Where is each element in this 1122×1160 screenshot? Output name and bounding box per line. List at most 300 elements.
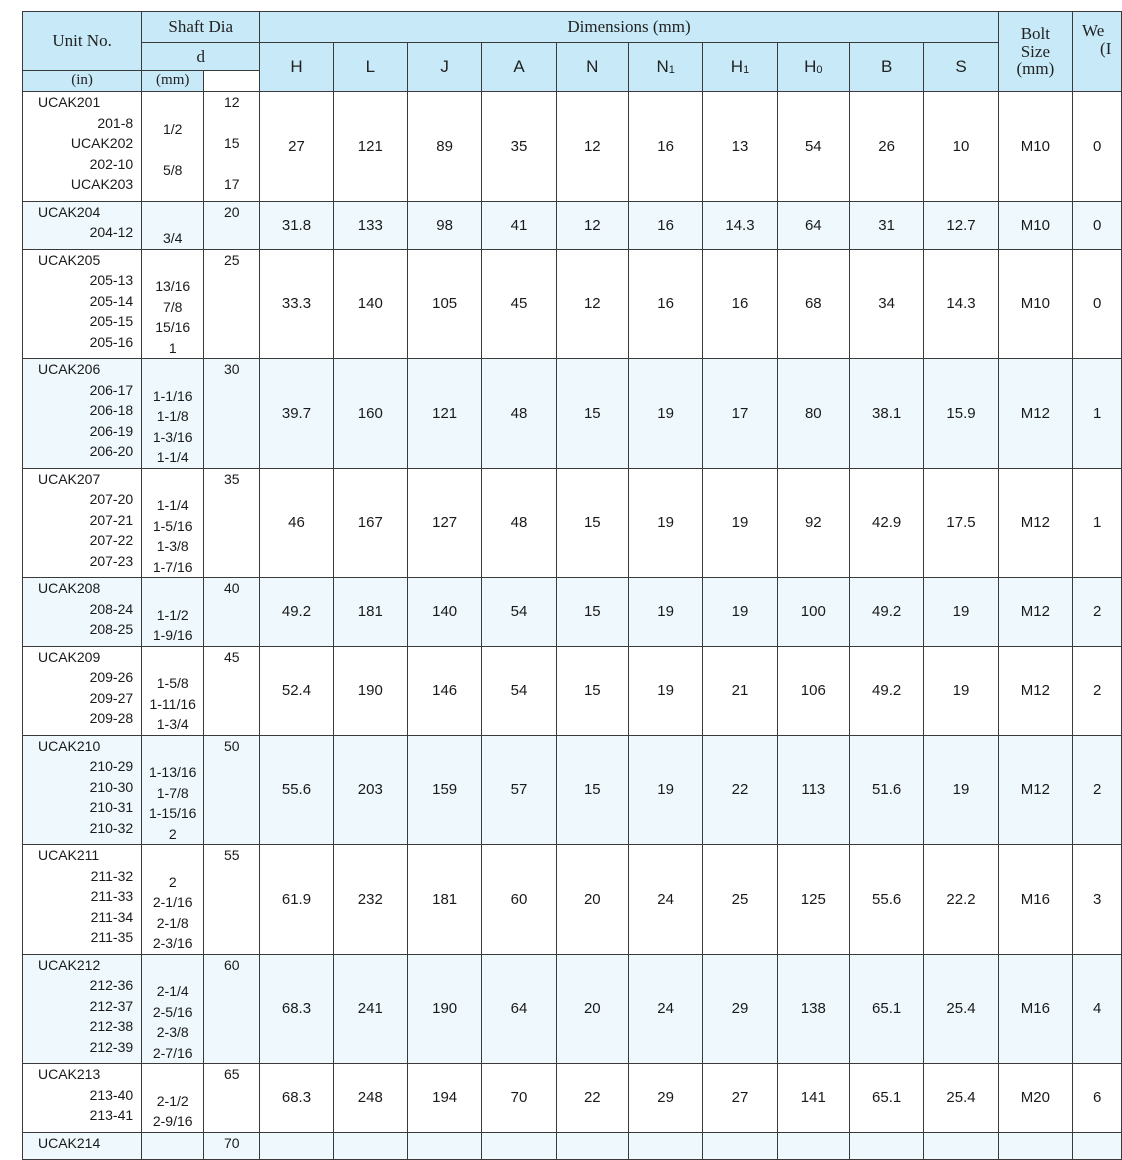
table-row [23, 735, 1122, 845]
cell-bolt: M16 [998, 845, 1072, 955]
cell-J: 121 [407, 359, 481, 469]
inch-line: 1-13/16 [148, 764, 197, 780]
cell-H [260, 1132, 333, 1160]
mm-line [204, 400, 259, 421]
mm-cell [204, 845, 260, 955]
units-line: UCAK202 [70, 135, 134, 151]
inch-line: 1-3/4 [156, 716, 189, 732]
mm-line [204, 599, 259, 620]
unit-no-cell [23, 1132, 142, 1160]
cell-B [849, 1132, 923, 1160]
cell-H: 39.7 [260, 359, 333, 469]
units-line: UCAK207 [38, 470, 101, 487]
cell-S: 19 [924, 735, 998, 845]
mm-line [204, 421, 259, 442]
cell-N [556, 1132, 628, 1160]
units-line: UCAK204 [38, 203, 101, 220]
mm-line [204, 777, 259, 798]
mm-cell [204, 1132, 260, 1160]
cell-H0: 138 [777, 954, 849, 1064]
cell-H1: 19 [703, 578, 777, 647]
shaft-dia-header: Shaft Dia [142, 12, 260, 43]
cell-J: 89 [407, 92, 481, 202]
table-body [23, 92, 1122, 1160]
cell-J: 105 [407, 249, 481, 359]
col-S-header: S [924, 43, 998, 92]
cell-A: 60 [482, 845, 556, 955]
inch-cell [142, 954, 204, 1064]
cell-H: 55.6 [260, 735, 333, 845]
mm-line: 45 [224, 648, 240, 665]
cell-A: 48 [482, 468, 556, 578]
inch-line: 13/16 [155, 278, 191, 294]
inch-line: 7/8 [162, 298, 183, 315]
inch-line: 1-15/16 [148, 805, 197, 821]
unit-no-cell [23, 1064, 142, 1133]
units-line: 211-32 [90, 867, 134, 884]
cell-N1: 29 [628, 1064, 702, 1133]
mm-cell [204, 359, 260, 469]
inch-cell [142, 578, 204, 647]
mm-cell [204, 249, 260, 359]
inch-line: 1-1/2 [156, 606, 189, 623]
cell-H1: 22 [703, 735, 777, 845]
mm-line: 70 [224, 1134, 240, 1151]
cell-N: 12 [556, 92, 628, 202]
table-row [23, 954, 1122, 1064]
col-H-header: H [260, 43, 333, 92]
units-line: 207-20 [89, 491, 134, 507]
mm-cell [204, 1064, 260, 1133]
units-line: 207-22 [89, 532, 134, 548]
units-line: UCAK214 [38, 1134, 101, 1151]
mm-line: 60 [224, 956, 240, 973]
mm-line: 40 [224, 580, 240, 596]
cell-bolt: M12 [998, 468, 1072, 578]
mm-line: 30 [224, 361, 240, 377]
cell-bolt: M16 [998, 954, 1072, 1064]
cell-N1: 16 [628, 249, 702, 359]
col-H1-header: $H_1$ [703, 43, 777, 92]
cell-H0: 106 [777, 646, 849, 735]
cell-N: 15 [556, 468, 628, 578]
mm-line [204, 927, 259, 948]
mm-line: 15 [224, 135, 240, 151]
cell-B: 31 [849, 201, 923, 249]
unit-no-cell [23, 249, 142, 359]
cell-weight: 6 [1073, 1064, 1122, 1133]
cell-N: 12 [556, 201, 628, 249]
cell-bolt: M12 [998, 578, 1072, 647]
units-line: UCAK209 [38, 648, 101, 665]
cell-L: 181 [333, 578, 407, 647]
table-row [23, 249, 1122, 359]
mm-line [204, 113, 259, 134]
cell-H1: 19 [703, 468, 777, 578]
unit-no-cell [23, 359, 142, 469]
cell-J: 181 [407, 845, 481, 955]
inch-line: 2-5/16 [152, 1003, 193, 1020]
bolt-size-line1: Bolt [1020, 23, 1050, 43]
mm-cell [204, 468, 260, 578]
cell-L: 232 [333, 845, 407, 955]
cell-B: 42.9 [849, 468, 923, 578]
inch-line [142, 139, 203, 160]
inch-line: 1-1/8 [156, 408, 189, 424]
cell-weight: 1 [1073, 359, 1122, 469]
inch-line [142, 256, 203, 277]
inch-line [142, 584, 203, 605]
cell-H1: 16 [703, 249, 777, 359]
col-H0-header: $H_0$ [777, 43, 849, 92]
bolt-size-line2: Size [1020, 41, 1050, 61]
unit-no-cell [23, 735, 142, 845]
inch-line: 2-1/16 [152, 894, 193, 910]
units-line: 208-25 [89, 621, 134, 637]
inch-line: 5/8 [162, 161, 183, 178]
unit-no-cell [23, 954, 142, 1064]
units-line: 206-20 [89, 443, 134, 459]
mm-line: 12 [224, 94, 240, 110]
units-line: 210-30 [89, 778, 134, 795]
cell-B: 65.1 [849, 1064, 923, 1133]
cell-N: 15 [556, 578, 628, 647]
inch-line: 15/16 [155, 319, 191, 335]
units-line: 206-18 [89, 402, 134, 418]
mm-line [204, 510, 259, 531]
cell-B: 49.2 [849, 578, 923, 647]
inch-line [142, 98, 203, 119]
mm-line [204, 667, 259, 688]
mm-cell [204, 92, 260, 202]
cell-N: 12 [556, 249, 628, 359]
cell-S: 19 [924, 646, 998, 735]
cell-N1: 16 [628, 92, 702, 202]
cell-A: 70 [482, 1064, 556, 1133]
units-line: 207-23 [89, 552, 134, 569]
cell-L: 140 [333, 249, 407, 359]
units-line: 211-33 [90, 888, 134, 904]
units-line: 212-36 [89, 977, 134, 993]
inch-line: 1-7/16 [152, 558, 193, 575]
cell-B: 34 [849, 249, 923, 359]
inch-line [142, 208, 203, 229]
inch-line: 1 [168, 339, 177, 356]
cell-weight [1073, 1132, 1122, 1160]
inch-line [142, 742, 203, 763]
mm-line [204, 489, 259, 510]
mm-line [204, 551, 259, 572]
units-line: UCAK206 [38, 361, 101, 377]
cell-A: 45 [482, 249, 556, 359]
inch-line: 1-1/4 [156, 497, 189, 513]
cell-weight: 3 [1073, 845, 1122, 955]
cell-N: 20 [556, 845, 628, 955]
cell-N1: 19 [628, 468, 702, 578]
cell-A [482, 1132, 556, 1160]
unit-no-header: Unit No. [23, 12, 142, 71]
cell-B: 38.1 [849, 359, 923, 469]
weight-header [1073, 12, 1122, 92]
units-line: 205-15 [89, 313, 134, 329]
cell-bolt: M10 [998, 249, 1072, 359]
inch-cell [142, 1064, 204, 1133]
cell-J: 194 [407, 1064, 481, 1133]
mm-line [204, 1016, 259, 1037]
col-N-header: N [556, 43, 628, 92]
cell-N: 20 [556, 954, 628, 1064]
inch-line: 2-7/16 [152, 1044, 193, 1061]
cell-S: 12.7 [924, 201, 998, 249]
mm-line [204, 866, 259, 887]
inch-line [142, 475, 203, 496]
inch-cell [142, 646, 204, 735]
cell-N1: 19 [628, 359, 702, 469]
mm-line [204, 975, 259, 996]
inch-line [142, 653, 203, 674]
inch-cell [142, 468, 204, 578]
units-line: UCAK210 [38, 737, 101, 754]
inch-line: 2-9/16 [152, 1113, 193, 1129]
table-row [23, 359, 1122, 469]
table-row [23, 92, 1122, 202]
units-line: UCAK208 [38, 580, 101, 596]
cell-H0: 64 [777, 201, 849, 249]
inch-line [142, 180, 203, 201]
mm-cell [204, 201, 260, 249]
cell-N1: 19 [628, 578, 702, 647]
cell-H0: 92 [777, 468, 849, 578]
cell-bolt [998, 1132, 1072, 1160]
cell-H: 68.3 [260, 954, 333, 1064]
cell-J [407, 1132, 481, 1160]
weight-header-line2: (I [1100, 38, 1112, 58]
mm-line [204, 756, 259, 777]
units-line: 211-35 [90, 929, 134, 945]
units-line: 204-12 [89, 224, 134, 240]
inch-line: 2 [168, 825, 177, 842]
units-line: 211-34 [90, 908, 134, 925]
inch-line [142, 1139, 203, 1160]
cell-J: 98 [407, 201, 481, 249]
cell-N: 15 [556, 359, 628, 469]
unit-no-cell [23, 845, 142, 955]
col-N1-header: $N_1$ [628, 43, 702, 92]
mm-line [204, 222, 259, 243]
cell-L: 121 [333, 92, 407, 202]
inch-line: 2-1/4 [156, 983, 189, 999]
cell-bolt: M10 [998, 92, 1072, 202]
inch-line: 2 [168, 873, 177, 890]
mm-line [204, 530, 259, 551]
mm-cell [204, 646, 260, 735]
cell-H: 33.3 [260, 249, 333, 359]
cell-L: 241 [333, 954, 407, 1064]
mm-header: (mm) [142, 71, 204, 92]
cell-weight: 4 [1073, 954, 1122, 1064]
inch-cell [142, 845, 204, 955]
cell-A: 64 [482, 954, 556, 1064]
mm-line [204, 797, 259, 818]
inch-line [142, 1070, 203, 1091]
mm-line: 20 [224, 203, 240, 220]
units-line: UCAK201 [38, 94, 101, 110]
d-header: d [142, 43, 260, 71]
inch-cell [142, 359, 204, 469]
inch-cell [142, 735, 204, 845]
inch-line: 1-3/16 [152, 428, 193, 445]
mm-line [204, 1037, 259, 1058]
inch-line: 2-1/2 [156, 1092, 189, 1109]
cell-H0: 80 [777, 359, 849, 469]
cell-S: 22.2 [924, 845, 998, 955]
inch-cell [142, 201, 204, 249]
cell-N1 [628, 1132, 702, 1160]
cell-H: 52.4 [260, 646, 333, 735]
units-line: 213-40 [89, 1086, 134, 1103]
inch-line: 1/2 [162, 120, 183, 137]
cell-L: 190 [333, 646, 407, 735]
cell-L: 160 [333, 359, 407, 469]
cell-H: 27 [260, 92, 333, 202]
col-J-header: J [407, 43, 481, 92]
inch-line: 2-3/16 [152, 935, 193, 951]
unit-no-cell [23, 468, 142, 578]
cell-N1: 24 [628, 954, 702, 1064]
units-line: UCAK203 [70, 176, 134, 192]
cell-H0: 141 [777, 1064, 849, 1133]
cell-H0: 100 [777, 578, 849, 647]
weight-header-line1: We [1082, 21, 1105, 40]
mm-line: 35 [224, 470, 240, 487]
inch-line: 1-1/4 [156, 449, 189, 465]
units-line: 212-39 [89, 1038, 134, 1055]
col-A-header: A [482, 43, 556, 92]
units-line: UCAK212 [38, 956, 101, 973]
mm-line [204, 380, 259, 401]
inch-line: 1-5/8 [156, 675, 189, 691]
mm-line: 17 [224, 176, 240, 192]
inch-line: 1-11/16 [149, 695, 196, 712]
cell-S: 15.9 [924, 359, 998, 469]
cell-B: 49.2 [849, 646, 923, 735]
cell-A: 54 [482, 578, 556, 647]
cell-N: 22 [556, 1064, 628, 1133]
cell-bolt: M12 [998, 359, 1072, 469]
cell-L: 167 [333, 468, 407, 578]
inch-cell [142, 92, 204, 202]
cell-N1: 16 [628, 201, 702, 249]
units-line: UCAK211 [38, 847, 100, 863]
table-row [23, 201, 1122, 249]
mm-line [204, 619, 259, 640]
inch-line: 2-3/8 [156, 1024, 189, 1040]
cell-H: 68.3 [260, 1064, 333, 1133]
units-line: 210-31 [89, 799, 134, 815]
units-line: 207-21 [89, 511, 134, 528]
mm-line [204, 708, 259, 729]
cell-J: 127 [407, 468, 481, 578]
inch-line: 1-5/16 [152, 517, 193, 534]
units-line: 205-14 [89, 292, 134, 309]
cell-L: 133 [333, 201, 407, 249]
units-line: 206-17 [89, 381, 134, 398]
unit-no-cell [23, 201, 142, 249]
cell-S: 14.3 [924, 249, 998, 359]
cell-A: 35 [482, 92, 556, 202]
units-line: 210-32 [89, 819, 134, 836]
cell-weight: 2 [1073, 578, 1122, 647]
units-line: 209-27 [89, 689, 134, 706]
cell-H1: 14.3 [703, 201, 777, 249]
cell-bolt: M10 [998, 201, 1072, 249]
table-row [23, 1132, 1122, 1160]
units-line: 209-28 [89, 710, 134, 726]
cell-N1: 19 [628, 646, 702, 735]
cell-S: 19 [924, 578, 998, 647]
unit-no-cell [23, 92, 142, 202]
units-line: 212-38 [89, 1018, 134, 1034]
inch-line [142, 851, 203, 872]
table-row [23, 646, 1122, 735]
mm-line [204, 154, 259, 175]
cell-S: 25.4 [924, 954, 998, 1064]
units-line: 205-16 [89, 333, 134, 350]
cell-H0: 113 [777, 735, 849, 845]
cell-H1: 17 [703, 359, 777, 469]
cell-weight: 0 [1073, 92, 1122, 202]
cell-L [333, 1132, 407, 1160]
units-line: 205-13 [89, 272, 134, 288]
table-row [23, 468, 1122, 578]
cell-B: 51.6 [849, 735, 923, 845]
cell-weight: 0 [1073, 201, 1122, 249]
cell-H1: 21 [703, 646, 777, 735]
table-row [23, 1064, 1122, 1133]
inch-header: (in) [23, 71, 142, 92]
cell-S: 17.5 [924, 468, 998, 578]
cell-B: 55.6 [849, 845, 923, 955]
mm-line [204, 291, 259, 312]
cell-H1: 25 [703, 845, 777, 955]
cell-bolt: M12 [998, 646, 1072, 735]
cell-weight: 2 [1073, 646, 1122, 735]
cell-J: 146 [407, 646, 481, 735]
mm-line [204, 270, 259, 291]
col-B-header: B [849, 43, 923, 92]
units-line: 208-24 [89, 600, 134, 617]
units-line: 210-29 [89, 758, 134, 774]
units-line: 202-10 [89, 155, 134, 172]
mm-line [204, 1085, 259, 1106]
mm-line [204, 818, 259, 839]
mm-line: 65 [224, 1066, 240, 1082]
cell-S [924, 1132, 998, 1160]
mm-line [204, 688, 259, 709]
inch-line: 3/4 [162, 230, 183, 246]
inch-line [142, 961, 203, 982]
inch-line: 2-1/8 [156, 914, 189, 931]
cell-J: 190 [407, 954, 481, 1064]
cell-H0: 125 [777, 845, 849, 955]
table-row [23, 845, 1122, 955]
bolt-size-header [998, 12, 1072, 92]
cell-H1: 27 [703, 1064, 777, 1133]
units-line: 212-37 [89, 997, 134, 1014]
unit-no-cell [23, 578, 142, 647]
cell-N1: 24 [628, 845, 702, 955]
cell-N: 15 [556, 646, 628, 735]
